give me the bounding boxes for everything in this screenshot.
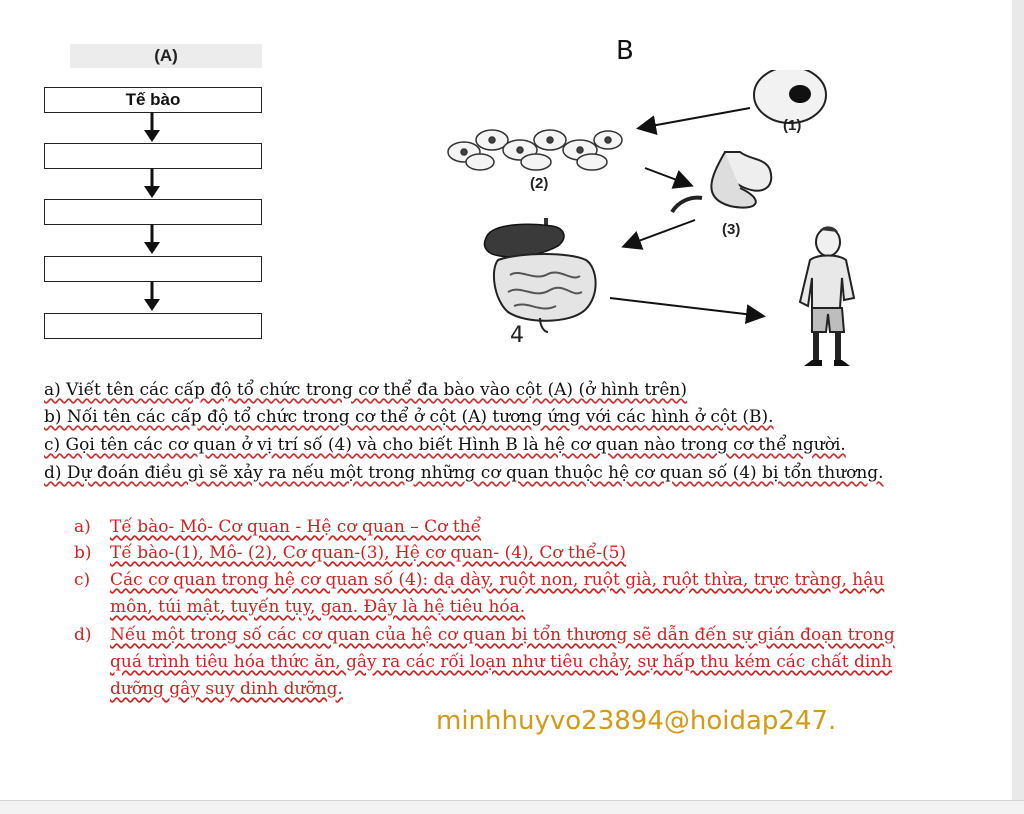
author-signature: minhhuyvo23894@hoidap247. xyxy=(436,706,837,736)
down-arrow-icon xyxy=(140,112,164,144)
column-a-box-2 xyxy=(44,143,262,169)
figure-label-2: (2) xyxy=(530,175,549,192)
human-body-icon xyxy=(800,226,854,366)
stomach-icon xyxy=(672,152,771,212)
question-a: a) Viết tên các cấp độ tổ chức trong cơ thể đa bào vào cột (A) (ở hình trên) xyxy=(44,380,688,400)
question-d: d) Dự đoán điều gì sẽ xảy ra nếu một trong những cơ quan thuộc hệ cơ quan số (4) bị tổn thương. xyxy=(44,463,884,483)
column-a-box-3 xyxy=(44,199,262,225)
figure-label-3: (3) xyxy=(722,221,741,238)
page-edge-bottom xyxy=(0,800,1024,814)
body-organization-diagram xyxy=(440,70,880,380)
question-b: b) Nối tên các cấp độ tổ chức trong cơ thể ở cột (A) tương ứng với các hình ở cột (B). xyxy=(44,407,774,427)
column-a-header: (A) xyxy=(70,44,262,68)
down-arrow-icon xyxy=(140,224,164,256)
column-a-box-1: Tế bào xyxy=(44,87,262,113)
column-a-box-4 xyxy=(44,256,262,282)
column-a-box-5 xyxy=(44,313,262,339)
cell-icon xyxy=(754,70,826,123)
column-b-label: B xyxy=(616,36,634,66)
page-edge-right xyxy=(1012,0,1024,813)
digestive-system-icon xyxy=(484,218,595,332)
down-arrow-icon xyxy=(140,168,164,200)
down-arrow-icon xyxy=(140,281,164,313)
tissue-icon xyxy=(448,130,622,170)
question-c: c) Gọi tên các cơ quan ở vị trí số (4) và cho biết Hình B là hệ cơ quan nào trong cơ thể người. xyxy=(44,435,846,455)
figure-label-1: (1) xyxy=(783,117,802,134)
figure-label-4: 4 xyxy=(510,323,524,348)
